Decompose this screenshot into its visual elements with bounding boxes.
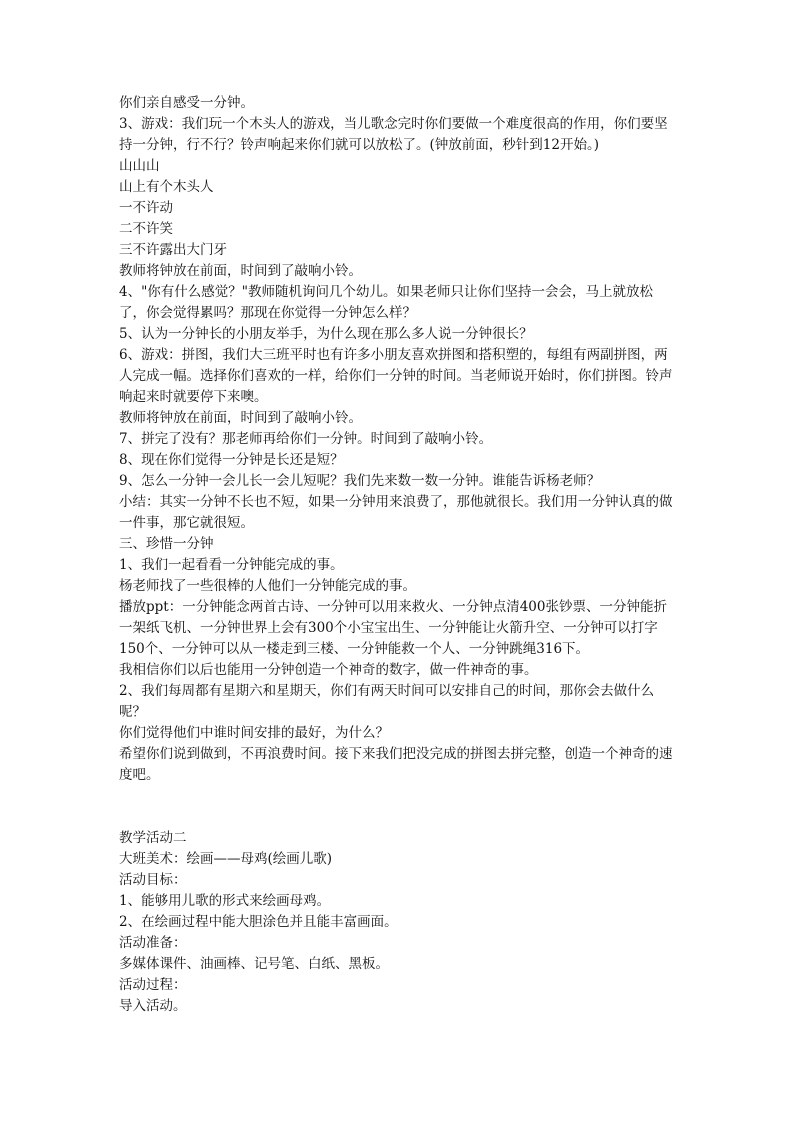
paragraph: 小结：其实一分钟不长也不短，如果一分钟用来浪费了，那他就很长。我们用一分钟认真的做一件事，那它就很短。	[119, 494, 673, 531]
blank-line	[119, 786, 679, 807]
paragraph: 我相信你们以后也能用一分钟创造一个神奇的数字，做一件神奇的事。	[119, 662, 538, 678]
paragraph: 导入活动。	[119, 998, 187, 1014]
paragraph: 3、游戏：我们玩一个木头人的游戏，当儿歌念完时你们要做一个难度很高的作用，你们要坚持一分钟，行不行？铃声响起来你们就可以放松了。(钟放前面，秒针到12开始。)	[119, 116, 668, 153]
paragraph: 你们觉得他们中谁时间安排的最好，为什么？	[119, 725, 389, 741]
paragraph: 1、我们一起看看一分钟能完成的事。	[119, 557, 344, 573]
paragraph: 1、能够用儿歌的形式来绘画母鸡。	[119, 893, 331, 909]
subheading: 活动准备：	[119, 935, 187, 951]
paragraph: 8、现在你们觉得一分钟是长还是短？	[119, 452, 344, 468]
section-title: 教学活动二	[119, 830, 187, 846]
section-heading: 三、珍惜一分钟	[119, 536, 214, 552]
paragraph: 教师将钟放在前面，时间到了敲响小铃。	[119, 263, 362, 279]
paragraph: 三不许露出大门牙	[119, 242, 227, 258]
paragraph: 2、在绘画过程中能大胆涂色并且能丰富画面。	[119, 914, 398, 930]
paragraph: 4、"你有什么感觉？"教师随机询问几个幼儿。如果老师只让你们坚持一会会，马上就放松了，你会觉得累吗？那现在你觉得一分钟怎么样？	[119, 284, 654, 321]
paragraph: 9、怎么一分钟一会儿长一会儿短呢？我们先来数一数一分钟。谁能告诉杨老师？	[119, 473, 601, 489]
paragraph: 7、拼完了没有？那老师再给你们一分钟。时间到了敲响小铃。	[119, 431, 493, 447]
activity-name: 大班美术：绘画——母鸡(绘画儿歌)	[119, 851, 333, 867]
paragraph: 你们亲自感受一分钟。	[119, 95, 254, 111]
blank-line	[119, 807, 679, 828]
paragraph: 2、我们每周都有星期六和星期天，你们有两天时间可以安排自己的时间，那你会去做什么呢？	[119, 683, 655, 720]
paragraph: 山山山	[119, 158, 160, 174]
paragraph: 二不许笑	[119, 221, 173, 237]
paragraph: 一不许动	[119, 200, 173, 216]
paragraph: 多媒体课件、油画棒、记号笔、白纸、黑板。	[119, 956, 389, 972]
subheading: 活动目标：	[119, 872, 187, 888]
subheading: 活动过程：	[119, 977, 187, 993]
paragraph: 山上有个木头人	[119, 179, 214, 195]
paragraph: 6、游戏：拼图，我们大三班平时也有许多小朋友喜欢拼图和搭积塑的，每组有两副拼图，两人完成一幅。选择你们喜欢的一样，给你们一分钟的时间。当老师说开始时，你们拼图。铃声响起来时就要停下来噢。	[119, 347, 673, 405]
paragraph: 播放ppt：一分钟能念两首古诗、一分钟可以用来救火、一分钟点清400张钞票、一分钟能折一架纸飞机、一分钟世界上会有300个小宝宝出生、一分钟能让火箭升空、一分钟可以打字150个、一分钟可以从一楼走到三楼、一分钟能救一个人、一分钟跳绳316下。	[119, 599, 667, 657]
paragraph: 5、认为一分钟长的小朋友举手，为什么现在那么多人说一分钟很长？	[119, 326, 533, 342]
paragraph: 希望你们说到做到，不再浪费时间。接下来我们把没完成的拼图去拼完整，创造一个神奇的速度吧。	[119, 746, 673, 783]
paragraph: 教师将钟放在前面，时间到了敲响小铃。	[119, 410, 362, 426]
paragraph: 杨老师找了一些很棒的人他们一分钟能完成的事。	[119, 578, 416, 594]
document-body	[119, 93, 679, 1017]
